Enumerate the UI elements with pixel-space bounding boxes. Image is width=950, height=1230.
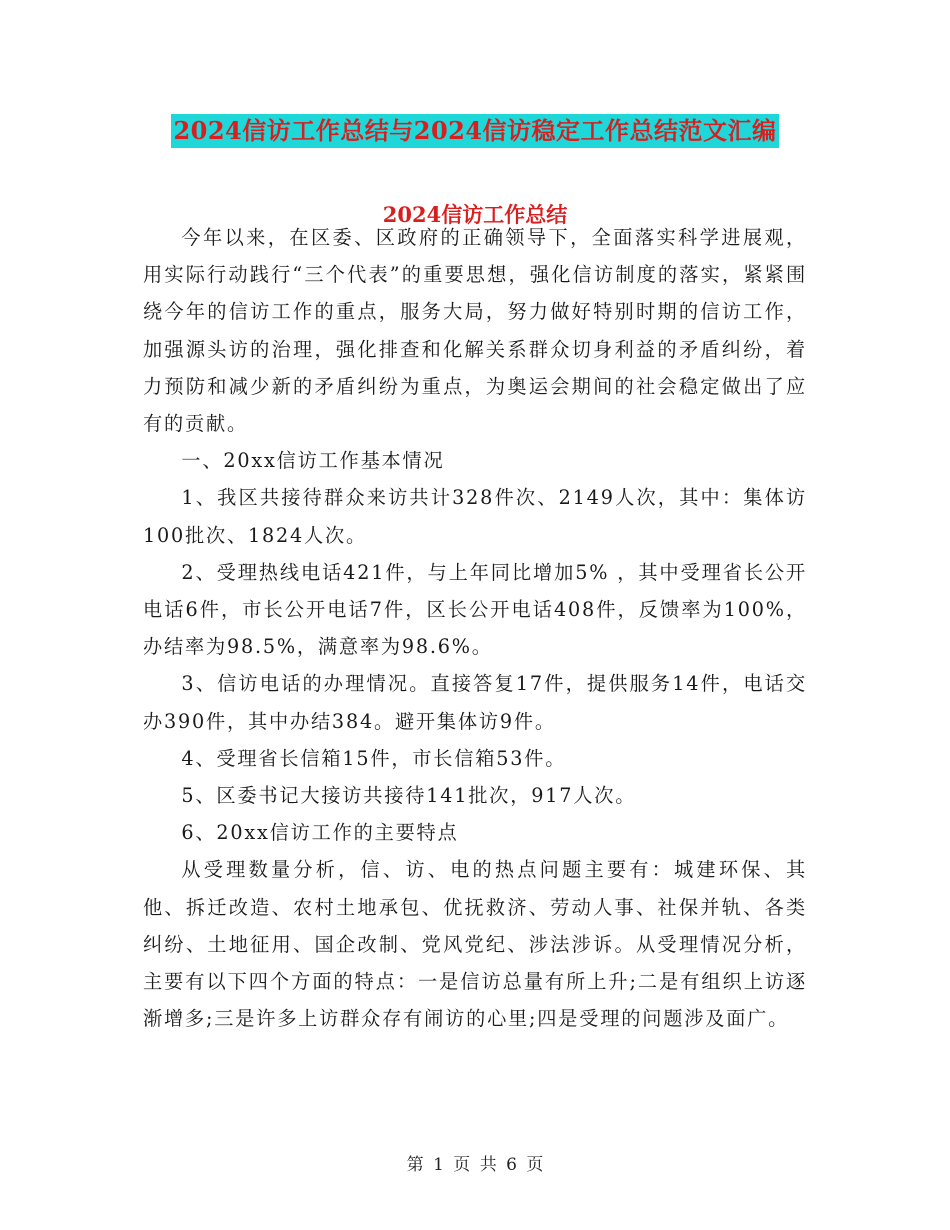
body-paragraph: 6、20xx信访工作的主要特点 [181, 821, 459, 845]
body-paragraph: 2、受理热线电话421件，与上年同比增加5% ，其中受理省长公开电话6件，市长公开电话7件，区长公开电话408件，反馈率为100%，办结率为98.5%，满意率为98.6%。 [143, 560, 807, 659]
section-title: 2024信访工作总结 [382, 202, 568, 227]
body-paragraph: 3、信访电话的办理情况。直接答复17件，提供服务14件，电话交办390件，其中办结384。避开集体访9件。 [143, 672, 807, 733]
body-paragraph: 5、区委书记大接访共接待141批次，917人次。 [181, 784, 637, 808]
body-paragraph: 今年以来，在区委、区政府的正确领导下，全面落实科学进展观，用实际行动践行“三个代表”的重要思想，强化信访制度的落实，紧紧围绕今年的信访工作的重点，服务大局，努力做好特别时期的信访工作，加强源头访的治理，强化排查和化解关系群众切身利益的矛盾纠纷，着力预防和减少新的矛盾纠纷为重点，为奥运会期间的社会稳定做出了应有的贡献。 [143, 226, 807, 436]
document-title-block [0, 114, 950, 148]
document-title: 2024信访工作总结与2024信访稳定工作总结范文汇编 [171, 114, 778, 148]
page-footer: 第 1 页 共 6 页 [406, 1155, 544, 1175]
body-paragraph: 4、受理省长信箱15件，市长信箱53件。 [181, 746, 567, 770]
body-paragraph: 一、20xx信访工作基本情况 [181, 449, 445, 473]
document-body [143, 219, 807, 1037]
body-paragraph: 1、我区共接待群众来访共计328件次、2149人次，其中：集体访100批次、1824人次。 [143, 486, 807, 547]
body-paragraph: 从受理数量分析，信、访、电的热点问题主要有：城建环保、其他、拆迁改造、农村土地承包、优抚救济、劳动人事、社保并轨、各类纠纷、土地征用、国企改制、党风党纪、涉法涉诉。从受理情况分析，主要有以下四个方面的特点：一是信访总量有所上升;二是有组织上访逐渐增多;三是许多上访群众存有闹访的心里;四是受理的问题涉及面广。 [143, 858, 807, 1031]
